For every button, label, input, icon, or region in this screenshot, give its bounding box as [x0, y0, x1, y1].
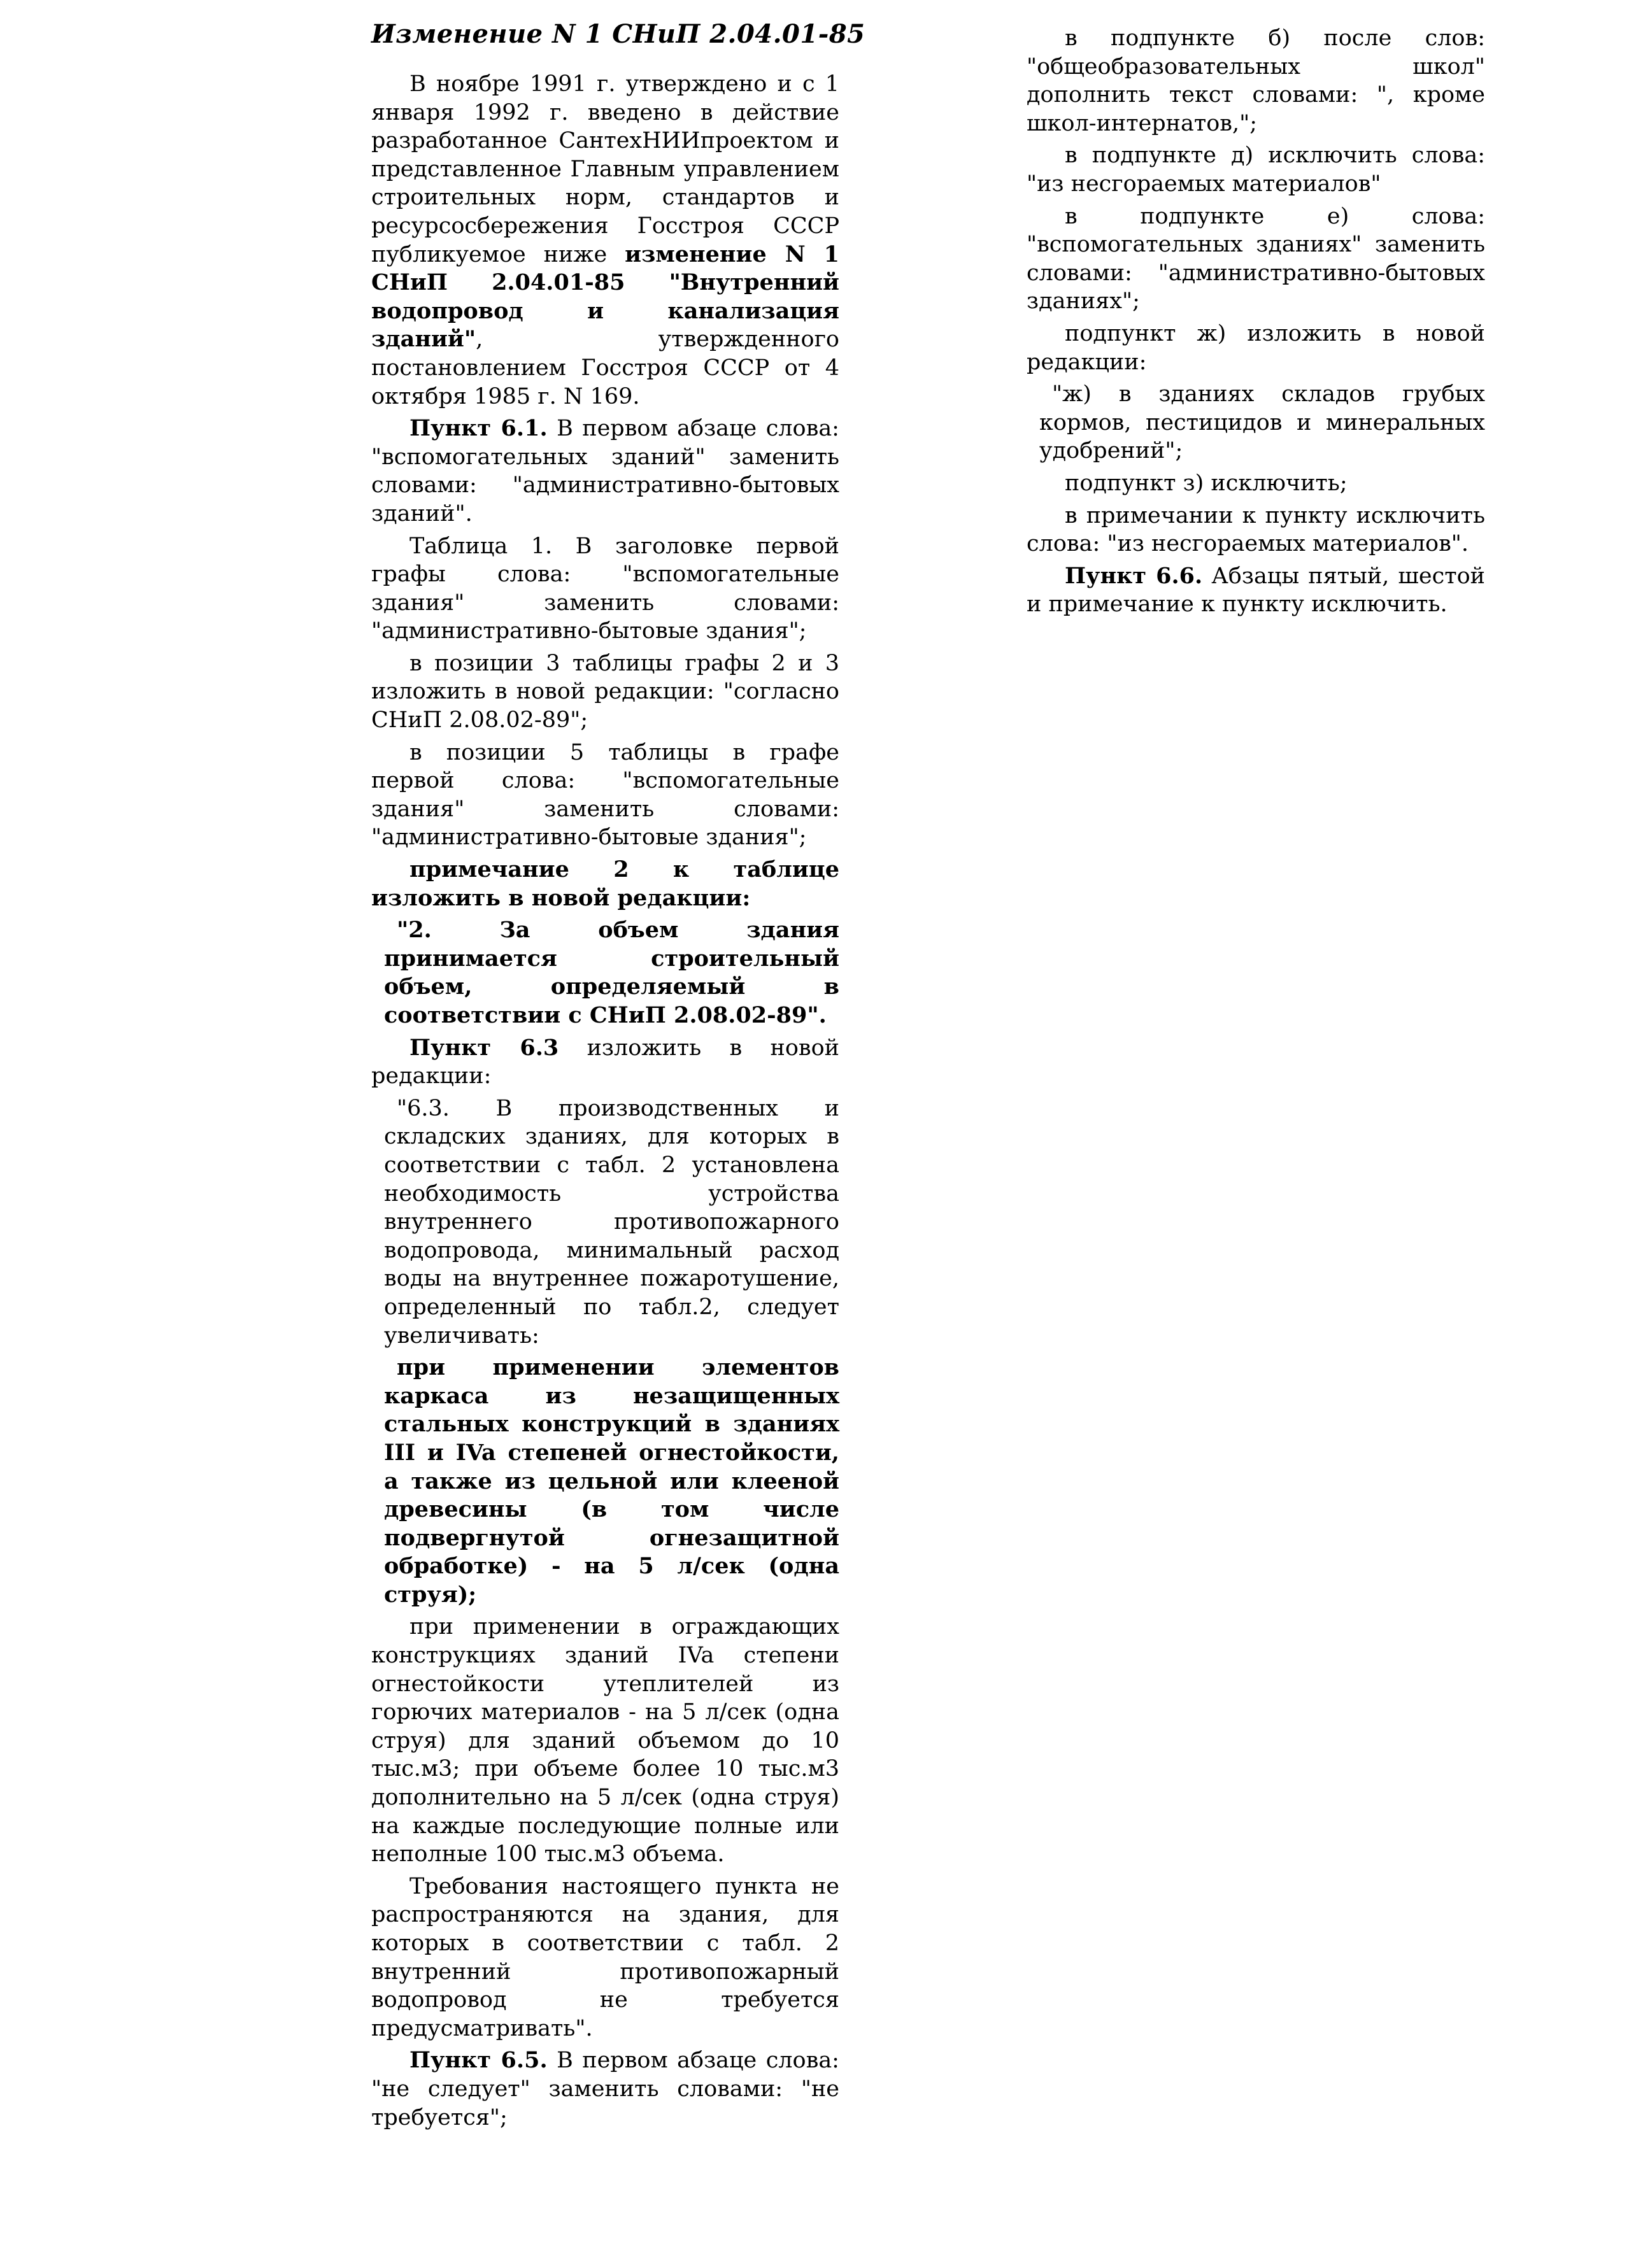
left-column: [371, 70, 839, 2136]
subclause-zh: подпункт ж) изложить в новой редакции:: [1027, 320, 1485, 375]
clause-6-3-item-b: при применении в ограждающих конструкциях зданий IVa степени огнестойкости утеплителей из горючих материалов - на 5 л/сек (одна струя) для зданий объемом до 10 тыс.м3; при объеме более 10 тыс.м3 дополнительно на 5 л/сек (одна струя) на каждые последующие полные или неполные 100 тыс.м3 объема.: [371, 1614, 839, 1868]
right-column: [1027, 24, 1485, 623]
clause-6-6: [1027, 562, 1485, 619]
position-5-change: в позиции 5 таблицы в графе первой слова: "вспомогательные здания" заменить словами: "административно-бытовые здания";: [371, 739, 839, 851]
clause-note: в примечании к пункту исключить слова: "из несгораемых материалов".: [1027, 502, 1485, 557]
clause-6-1: [371, 415, 839, 528]
clause-6-3-item-a: при применении элементов каркаса из незащищенных стальных конструкций в зданиях III и IVa степеней огнестойкости, а также из цельной или клееной древесины (в том числе подвергнутой огнезащитной обработке) - на 5 л/сек (одна струя);: [384, 1354, 839, 1608]
clause-6-5-text: В первом абзаце слова: "не следует" заменить словами: "не требуется";: [371, 2048, 839, 2130]
clause-6-3: [371, 1034, 839, 1091]
clause-6-1-lead: Пункт 6.1.: [409, 415, 548, 442]
clause-6-5: [371, 2046, 839, 2132]
subclause-e: в подпункте е) слова: "вспомогательных зданиях" заменить словами: "административно-бытовых зданиях";: [1027, 203, 1485, 315]
table-1-change: Таблица 1. В заголовке первой графы слова: "вспомогательные здания" заменить словами: "административно-бытовые здания";: [371, 533, 839, 644]
position-3-change: в позиции 3 таблицы графы 2 и 3 изложить в новой редакции: "согласно СНиП 2.08.02-89";: [371, 650, 839, 734]
document-heading: Изменение N 1 СНиП 2.04.01-85: [371, 19, 865, 49]
clause-6-3-text: изложить в новой редакции:: [371, 1035, 839, 1089]
note-2-text: "2. За объем здания принимается строительный объем, определяемый в соответствии с СНиП 2.08.02-89".: [384, 917, 839, 1028]
clause-6-3-lead: Пункт 6.3: [409, 1034, 559, 1061]
clause-6-5-lead: Пункт 6.5.: [409, 2047, 548, 2074]
intro-text-before: В ноябре 1991 г. утверждено и с 1 января 1992 г. введено в действие разработанное СантехНИИпроектом и представленное Главным управлением строительных норм, стандартов и ресурсосбережения Госстроя СССР публикуемое ниже: [371, 71, 839, 267]
intro-paragraph: [371, 70, 839, 411]
clause-6-6-text: Абзацы пятый, шестой и примечание к пункту исключить.: [1027, 563, 1485, 618]
subclause-zh-text: "ж) в зданиях складов грубых кормов, пестицидов и минеральных удобрений";: [1039, 381, 1485, 464]
subclause-z: подпункт з) исключить;: [1065, 470, 1348, 496]
note-2-intro: примечание 2 к таблице изложить в новой редакции:: [371, 856, 839, 911]
clause-6-1-text: В первом абзаце слова: "вспомогательных зданий" заменить словами: "административно-бытовых зданий".: [371, 416, 839, 527]
clause-6-3-new-text: "6.3. В производственных и складских зданиях, для которых в соответствии с табл. 2 установлена необходимость устройства внутреннего противопожарного водопровода, минимальный расход воды на внутреннее пожаротушение, определенный по табл.2, следует увеличивать:: [384, 1095, 839, 1349]
clause-6-6-lead: Пункт 6.6.: [1065, 562, 1203, 589]
intro-document-title: изменение N 1 СНиП 2.04.01-85 "Внутренний водопровод и канализация зданий": [371, 241, 839, 353]
intro-text-after: , утвержденного постановлением Госстроя СССР от 4 октября 1985 г. N 169.: [371, 327, 839, 409]
subclause-d: в подпункте д) исключить слова: "из несгораемых материалов": [1027, 143, 1485, 197]
clause-6-3-item-c: Требования настоящего пункта не распространяются на здания, для которых в соответствии с табл. 2 внутренний противопожарный водопровод не требуется предусматривать".: [371, 1873, 839, 2041]
subclause-b: в подпункте б) после слов: "общеобразовательных школ" дополнить текст словами: ", кроме школ-интернатов,";: [1027, 25, 1485, 136]
